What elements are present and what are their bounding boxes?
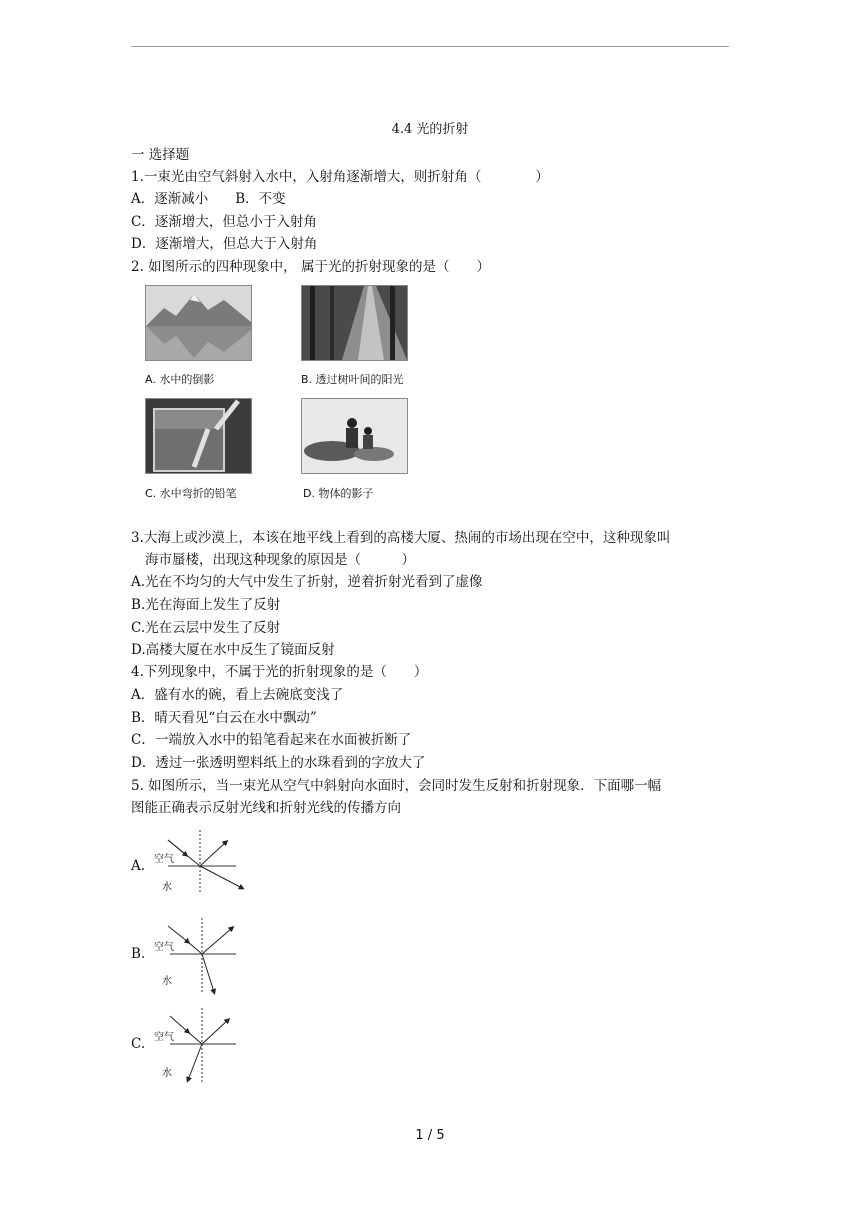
q4-option-c: C．一端放入水中的铅笔看起来在水面被折断了 — [131, 732, 412, 748]
q5-stem-line2: 图能正确表示反射光线和折射光线的传播方向 — [131, 800, 401, 816]
diagram-b-water: 水 — [162, 976, 172, 987]
q2-stem: 2. 如图所示的四种现象中， 属于光的折射现象的是（ ） — [131, 259, 490, 275]
photo-mountain-reflection — [145, 285, 252, 361]
caption-b: B. 透过树叶间的阳光 — [301, 373, 404, 386]
photo-shadows — [301, 398, 408, 474]
diagram-a-water: 水 — [162, 882, 172, 893]
caption-a: A. 水中的倒影 — [145, 373, 215, 386]
diagram-a — [148, 828, 248, 894]
diagram-b-air: 空气 — [154, 942, 174, 953]
diagram-c-water: 水 — [162, 1068, 172, 1079]
q1-option-c: C．逐渐增大，但总小于入射角 — [131, 214, 317, 230]
caption-c: C. 水中弯折的铅笔 — [145, 487, 237, 500]
diagram-b — [148, 916, 248, 996]
diagram-a-air: 空气 — [154, 854, 174, 865]
q4-option-b: B．晴天看见“白云在水中飘动” — [131, 710, 317, 726]
q1-stem: 1.一束光由空气斜射入水中，入射角逐渐增大，则折射角（ ） — [131, 169, 549, 185]
q5-stem-line1: 5. 如图所示，当一束光从空气中斜射向水面时，会同时发生反射和折射现象．下面哪一幅 — [131, 778, 662, 794]
page-number: 1 / 5 — [415, 1128, 445, 1143]
photo-pencil-in-water — [145, 398, 252, 474]
section-heading: 一 选择题 — [131, 147, 190, 163]
q3-option-b: B.光在海面上发生了反射 — [131, 597, 281, 613]
diagram-a-label: A. — [131, 858, 146, 874]
q3-option-c: C.光在云层中发生了反射 — [131, 620, 281, 636]
diagram-c-air: 空气 — [154, 1032, 174, 1043]
diagram-b-label: B. — [131, 946, 146, 962]
q3-option-d: D.高楼大厦在水中反生了镜面反射 — [131, 642, 335, 658]
caption-d: D. 物体的影子 — [303, 487, 374, 500]
q1-option-d: D．逐渐增大，但总大于入射角 — [131, 236, 318, 252]
q3-stem-line2: 海市蜃楼，出现这种现象的原因是（ ） — [145, 552, 415, 568]
q3-option-a: A.光在不均匀的大气中发生了折射，逆着折射光看到了虚像 — [131, 574, 483, 590]
photo-sunlight-trees — [301, 285, 408, 361]
q4-option-a: A．盛有水的碗，看上去碗底变浅了 — [131, 687, 344, 703]
diagram-c-label: C. — [131, 1036, 146, 1052]
header-rule — [131, 46, 729, 47]
diagram-c — [148, 1006, 248, 1086]
q4-option-d: D．透过一张透明塑料纸上的水珠看到的字放大了 — [131, 755, 426, 771]
q3-stem-line1: 3.大海上或沙漠上，本该在地平线上看到的高楼大厦、热闹的市场出现在空中，这种现象叫 — [131, 530, 671, 546]
q4-stem: 4.下列现象中，不属于光的折射现象的是（ ） — [131, 664, 428, 680]
page-title: 4.4 光的折射 — [391, 122, 469, 137]
q1-option-ab: A．逐渐减小 B．不变 — [131, 191, 286, 207]
